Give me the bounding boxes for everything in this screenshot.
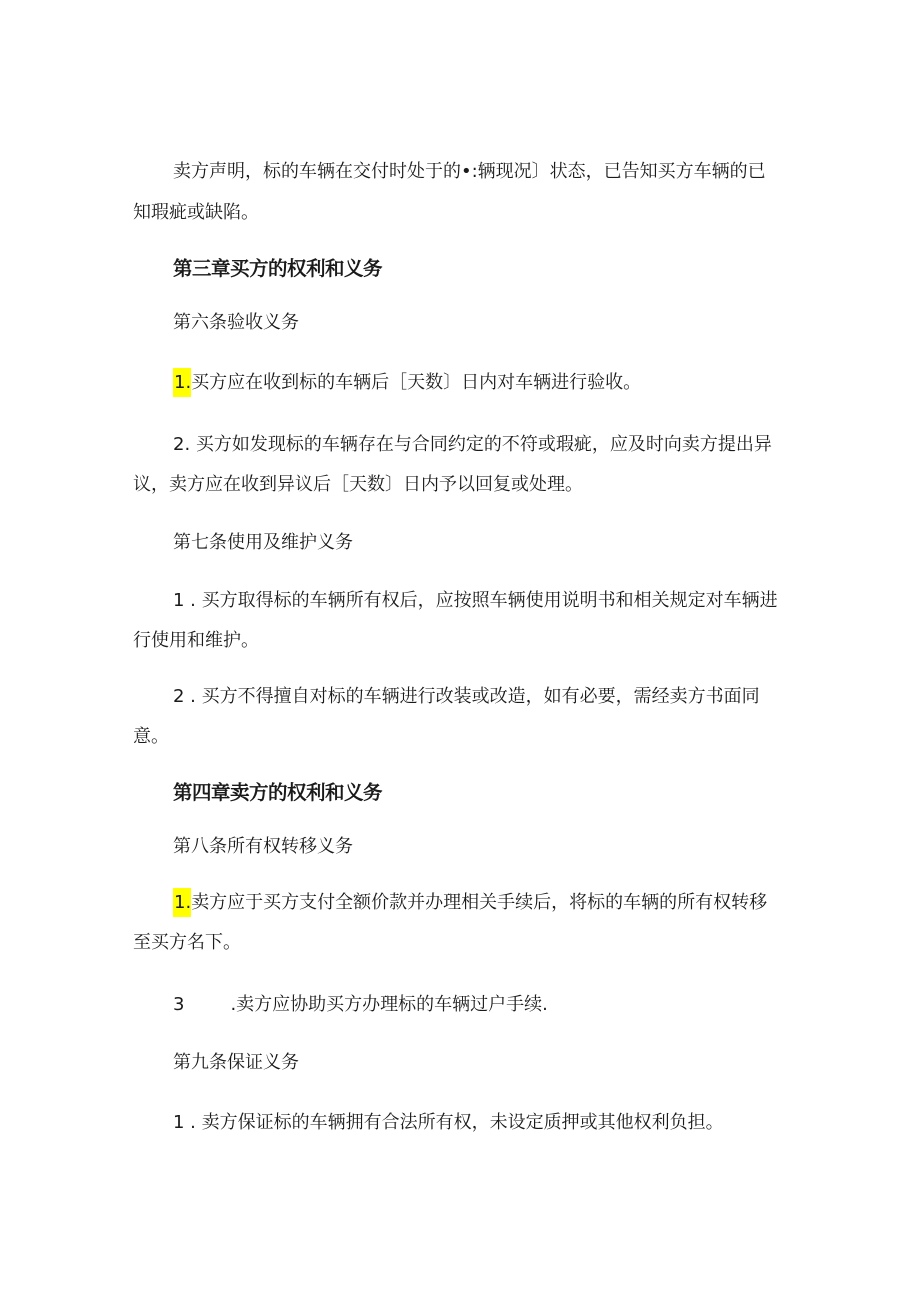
paragraph-line: 1 . 卖方保证标的车辆拥有合法所有权，未设定质押或其他权利负担。 — [173, 1112, 724, 1133]
list-item-text: 买方应在收到标的车辆后［天数〕日内对车辆进行验收。 — [191, 372, 642, 393]
list-item — [173, 372, 641, 394]
list-item — [173, 994, 548, 1016]
paragraph-line: 意。 — [133, 726, 169, 747]
list-item — [173, 892, 767, 914]
paragraph-line: 至买方名下。 — [133, 932, 241, 953]
paragraph-line: 知瑕疵或缺陷。 — [133, 202, 259, 223]
chapter-4-title: 第四章卖方的权利和义务 — [173, 781, 383, 804]
paragraph-line: 卖方声明，标的车辆在交付时处于的•:辆现况〕状态，已告知买方车辆的已 — [173, 161, 766, 182]
paragraph-line: 议，卖方应在收到异议后［天数〕日内予以回复或处理。 — [133, 474, 583, 495]
list-item-text: .卖方应协助买方办理标的车辆过户手续. — [230, 994, 548, 1015]
highlighted-number: 1. — [173, 888, 191, 917]
paragraph-line: 2 . 买方不得擅自对标的车辆进行改装或改造，如有必要，需经卖方书面同 — [173, 686, 760, 707]
article-9-title: 第九条保证义务 — [173, 1052, 299, 1073]
article-6-title: 第六条验收义务 — [173, 312, 299, 333]
chapter-3-title: 第三章买方的权利和义务 — [173, 257, 383, 280]
list-item-number: 3 — [173, 994, 185, 1015]
paragraph-line: 1 . 买方取得标的车辆所有权后，应按照车辆使用说明书和相关规定对车辆进 — [173, 590, 778, 611]
paragraph-line: 行使用和维护。 — [133, 630, 259, 651]
highlighted-number: 1. — [173, 368, 191, 397]
list-item-text: 卖方应于买方支付全额价款并办理相关手续后，将标的车辆的所有权转移 — [191, 892, 768, 913]
article-7-title: 第七条使用及维护义务 — [173, 532, 353, 553]
article-8-title: 第八条所有权转移义务 — [173, 836, 353, 857]
paragraph-line: 2. 买方如发现标的车辆存在与合同约定的不符或瑕疵，应及时向卖方提出异 — [173, 434, 772, 455]
